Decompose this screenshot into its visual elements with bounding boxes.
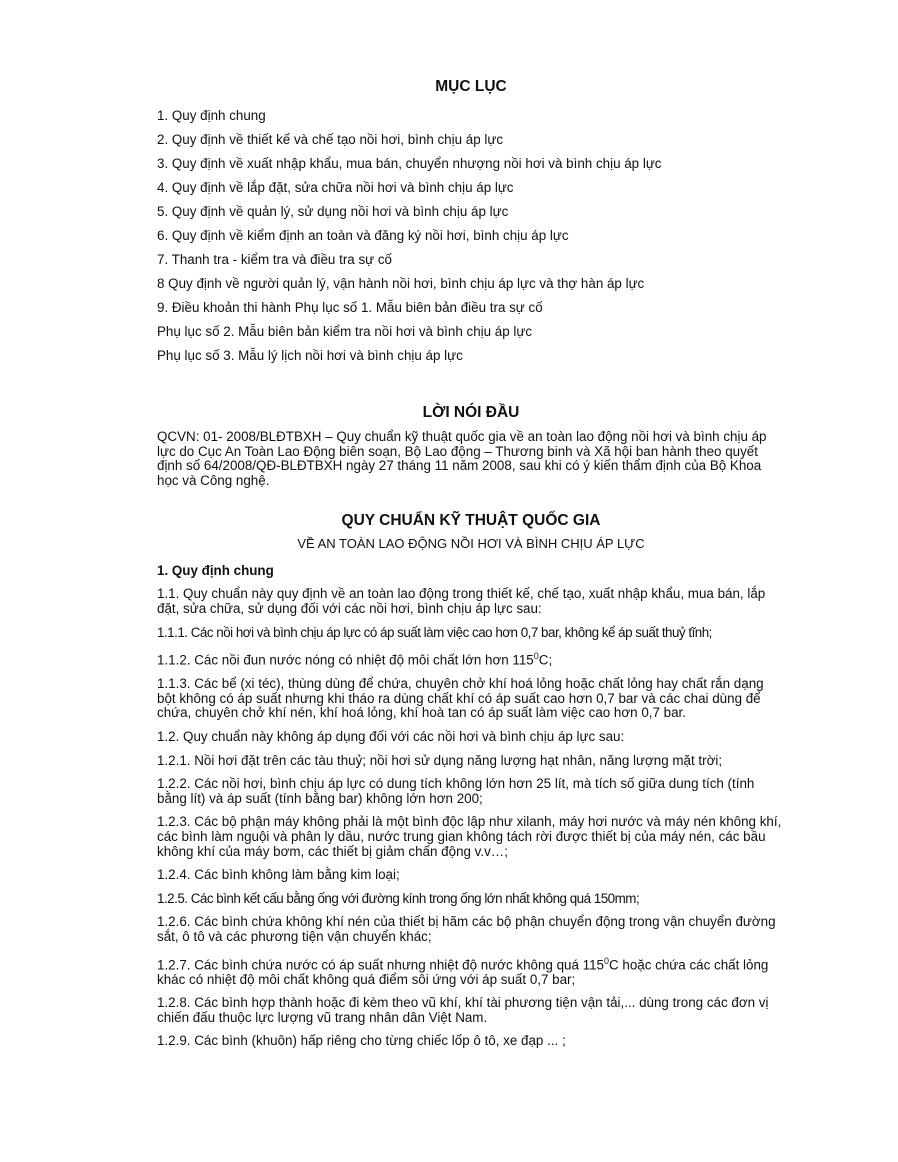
clause-1-2-8: 1.2.8. Các bình hợp thành hoặc đi kèm theo vũ khí, khí tài phương tiện vận tải,... dùng trong các đơn vị chiến đấu thuộc lực lượng vũ trang nhân dân Việt Nam. bbox=[157, 995, 769, 1025]
section-title: 1. Quy định chung bbox=[157, 563, 274, 579]
toc-item: 7. Thanh tra - kiểm tra và điều tra sự cố bbox=[157, 252, 392, 267]
clause-1-1: 1.1. Quy chuẩn này quy định về an toàn lao động trong thiết kế, chế tạo, xuất nhập khẩu, mua bán, lắp đặt, sửa chữa, sử dụng đối với các nồi hơi, bình chịu áp lực sau: bbox=[157, 586, 766, 616]
clause-1-2-5: 1.2.5. Các bình kết cấu bằng ống với đường kính trong ống lớn nhất không quá 150mm; bbox=[157, 890, 640, 906]
clause-1-2-7 bbox=[157, 954, 785, 988]
toc-list bbox=[157, 108, 785, 372]
clause-1-2-9: 1.2.9. Các bình (khuôn) hấp riêng cho từng chiếc lốp ô tô, xe đạp ... ; bbox=[157, 1033, 566, 1049]
clause-1-2-4: 1.2.4. Các bình không làm bằng kim loại; bbox=[157, 867, 400, 883]
toc-item: 4. Quy định về lắp đặt, sửa chữa nồi hơi và bình chịu áp lực bbox=[157, 180, 514, 195]
standard-subtitle: VỀ AN TOÀN LAO ĐỘNG NỒI HƠI VÀ BÌNH CHỊU ÁP LỰC bbox=[297, 536, 645, 552]
toc-item: 9. Điều khoản thi hành Phụ lục số 1. Mẫu biên bản điều tra sự cố bbox=[157, 300, 543, 315]
preface-title: LỜI NÓI ĐẦU bbox=[422, 404, 520, 421]
clause-1-2-1: 1.2.1. Nồi hơi đặt trên các tàu thuỷ; nồi hơi sử dụng năng lượng hạt nhân, năng lượng mặt trời; bbox=[157, 752, 723, 768]
toc-item: 1. Quy định chung bbox=[157, 108, 266, 123]
degree-sup: 0 bbox=[533, 651, 539, 662]
toc-item: 6. Quy định về kiểm định an toàn và đăng ký nồi hơi, bình chịu áp lực bbox=[157, 228, 569, 243]
toc-title: MỤC LỤC bbox=[435, 78, 507, 95]
standard-title: QUY CHUẨN KỸ THUẬT QUỐC GIA bbox=[341, 512, 601, 530]
clause-1-1-3: 1.1.3. Các bể (xi téc), thùng dùng để chứa, chuyên chở khí hoá lỏng hoặc chất lỏng hay chất rắn dạng bột không có áp suất nhưng khi tháo ra dùng chất khí có áp suất cao hơn 0,7 bar và các chai dùng để chứa, chuyên chở khí nén, khí hoá lỏng, khí hoà tan có áp suất làm việc cao hơn 0,7 bar. bbox=[157, 676, 764, 721]
clause-1-2-3: 1.2.3. Các bộ phận máy không phải là một bình độc lập như xilanh, máy hơi nước và máy nén không khí, các bình làm nguội và phân ly dầu, nước trung gian không tách rời được thiết bị của máy nén, các bầu không khí của máy bơm, các thiết bị giảm chấn động v.v…; bbox=[157, 814, 782, 859]
degree-sup: 0 bbox=[604, 955, 610, 966]
clause-1-2-6: 1.2.6. Các bình chứa không khí nén của thiết bị hãm các bộ phận chuyển động trong vận chuyển đường sắt, ô tô và các phương tiện vận chuyển khác; bbox=[157, 914, 776, 944]
clause-1-2-2: 1.2.2. Các nồi hơi, bình chịu áp lực có dung tích không lớn hơn 25 lít, mà tích số giữa dung tích (tính bằng lít) và áp suất (tính bằng bar) không lớn hơn 200; bbox=[157, 776, 755, 806]
document-page bbox=[157, 78, 785, 1058]
toc-item: 3. Quy định về xuất nhập khẩu, mua bán, chuyển nhượng nồi hơi và bình chịu áp lực bbox=[157, 156, 662, 171]
preface-text: QCVN: 01- 2008/BLĐTBXH – Quy chuẩn kỹ thuật quốc gia về an toàn lao động nồi hơi và bình chịu áp lực do Cục An Toàn Lao Động biên soạn, Bộ Lao động – Thương binh và Xã hội ban hành theo quyết định số 64/2008/QĐ-BLĐTBXH ngày 27 tháng 11 năm 2008, sau khi có ý kiến thẩm định của Bộ Khoa học và Công nghệ. bbox=[157, 429, 767, 488]
toc-item: Phụ lục số 2. Mẫu biên bản kiểm tra nồi hơi và bình chịu áp lực bbox=[157, 324, 533, 339]
clause-1-2: 1.2. Quy chuẩn này không áp dụng đối với các nồi hơi và bình chịu áp lực sau: bbox=[157, 729, 625, 744]
clause-1-2-7-text: 1.2.7. Các bình chứa nước có áp suất nhưng nhiệt độ nước không quá 115 bbox=[157, 957, 604, 972]
toc-item: 8 Quy định về người quản lý, vận hành nồi hơi, bình chịu áp lực và thợ hàn áp lực bbox=[157, 276, 645, 291]
toc-item: Phụ lục số 3. Mẫu lý lịch nồi hơi và bình chịu áp lực bbox=[157, 348, 463, 363]
clause-1-1-2-text: 1.1.2. Các nồi đun nước nóng có nhiệt độ môi chất lớn hơn 115 bbox=[157, 652, 534, 668]
clause-1-1-2 bbox=[157, 649, 785, 668]
toc-item: 2. Quy định về thiết kế và chế tạo nồi hơi, bình chịu áp lực bbox=[157, 132, 504, 147]
clause-1-1-2-unit: C; bbox=[538, 652, 553, 668]
toc-item: 5. Quy định về quản lý, sử dụng nồi hơi và bình chịu áp lực bbox=[157, 204, 509, 219]
clause-1-2-7-rest: C hoặc chứa các chất lỏng khác có nhiệt độ môi chất không quá điểm sôi ứng với áp suất 0,7 bar; bbox=[157, 957, 769, 987]
clause-1-1-1: 1.1.1. Các nồi hơi và bình chịu áp lực có áp suất làm việc cao hơn 0,7 bar, không kể áp suất thuỷ tĩnh; bbox=[157, 624, 712, 640]
